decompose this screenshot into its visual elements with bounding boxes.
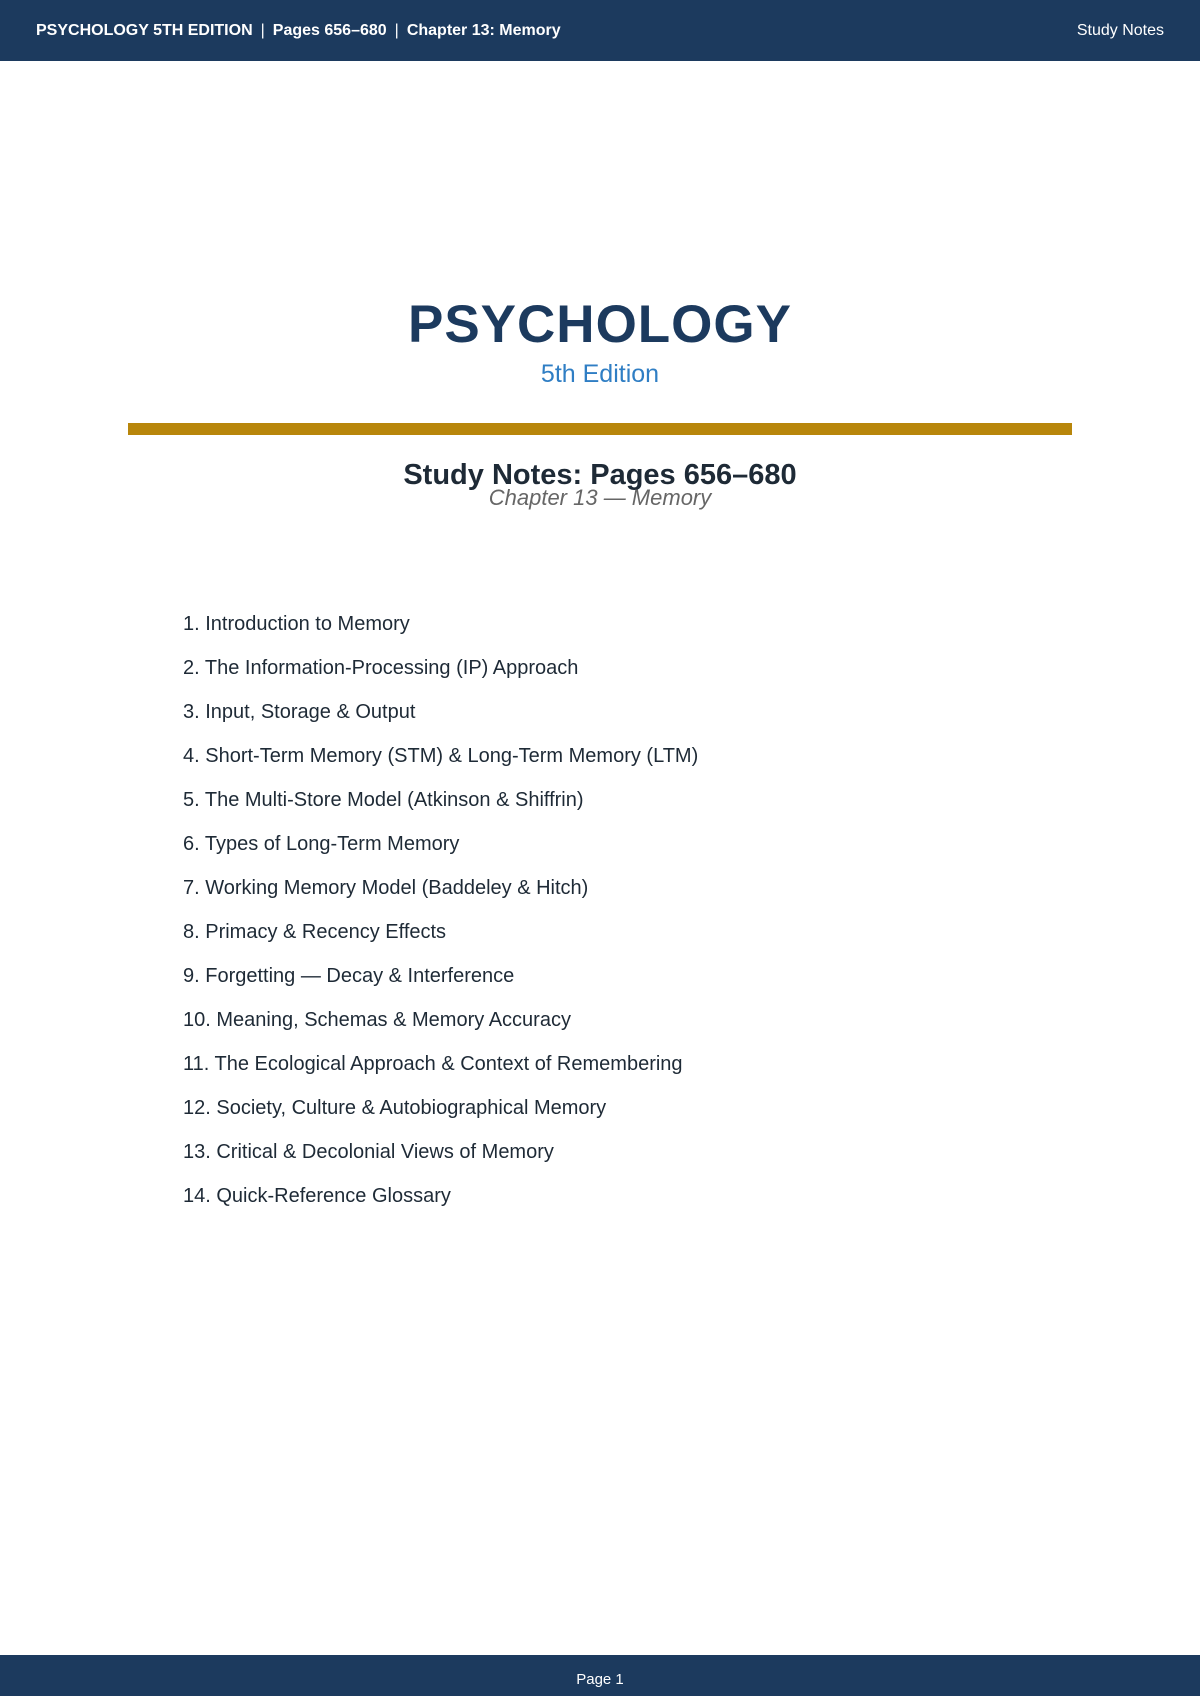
header-book-title: PSYCHOLOGY 5TH EDITION bbox=[36, 22, 253, 39]
toc-item[interactable]: 4. Short-Term Memory (STM) & Long-Term Memory (LTM) bbox=[183, 745, 699, 767]
page-title: PSYCHOLOGY bbox=[407, 295, 792, 354]
toc-item[interactable]: 13. Critical & Decolonial Views of Memory bbox=[183, 1141, 554, 1163]
header-study-notes-label: Study Notes bbox=[1076, 22, 1164, 39]
toc-item[interactable]: 7. Working Memory Model (Baddeley & Hitch) bbox=[183, 877, 589, 899]
table-of-contents bbox=[183, 612, 698, 1228]
toc-item[interactable]: 11. The Ecological Approach & Context of Remembering bbox=[183, 1053, 683, 1075]
header-pages: Pages 656–680 bbox=[272, 22, 387, 39]
toc-item[interactable]: 8. Primacy & Recency Effects bbox=[183, 921, 447, 943]
toc-item[interactable]: 9. Forgetting — Decay & Interference bbox=[183, 965, 515, 987]
footer-bar bbox=[0, 1655, 1200, 1696]
page-number: Page 1 bbox=[576, 1671, 624, 1688]
toc-item[interactable]: 3. Input, Storage & Output bbox=[183, 701, 416, 723]
chapter-subtitle: Chapter 13 — Memory bbox=[488, 485, 712, 510]
header-breadcrumb bbox=[36, 22, 561, 40]
edition-subtitle: 5th Edition bbox=[540, 360, 660, 388]
toc-item[interactable]: 5. The Multi-Store Model (Atkinson & Shiffrin) bbox=[183, 789, 584, 811]
cover-title-block bbox=[0, 295, 1200, 388]
header-chapter: Chapter 13: Memory bbox=[406, 22, 561, 39]
toc-item[interactable]: 10. Meaning, Schemas & Memory Accuracy bbox=[183, 1009, 571, 1031]
toc-item[interactable]: 14. Quick-Reference Glossary bbox=[183, 1185, 451, 1207]
toc-item[interactable]: 1. Introduction to Memory bbox=[183, 613, 410, 635]
header-bar bbox=[0, 0, 1200, 61]
toc-item[interactable]: 2. The Information-Processing (IP) Approach bbox=[183, 657, 579, 679]
toc-item[interactable]: 12. Society, Culture & Autobiographical Memory bbox=[183, 1097, 607, 1119]
header-separator: | bbox=[394, 22, 399, 39]
toc-item[interactable]: 6. Types of Long-Term Memory bbox=[183, 833, 460, 855]
gold-divider bbox=[128, 423, 1072, 435]
study-notes-heading: Study Notes: Pages 656–680 bbox=[403, 459, 797, 491]
header-separator: | bbox=[260, 22, 265, 39]
